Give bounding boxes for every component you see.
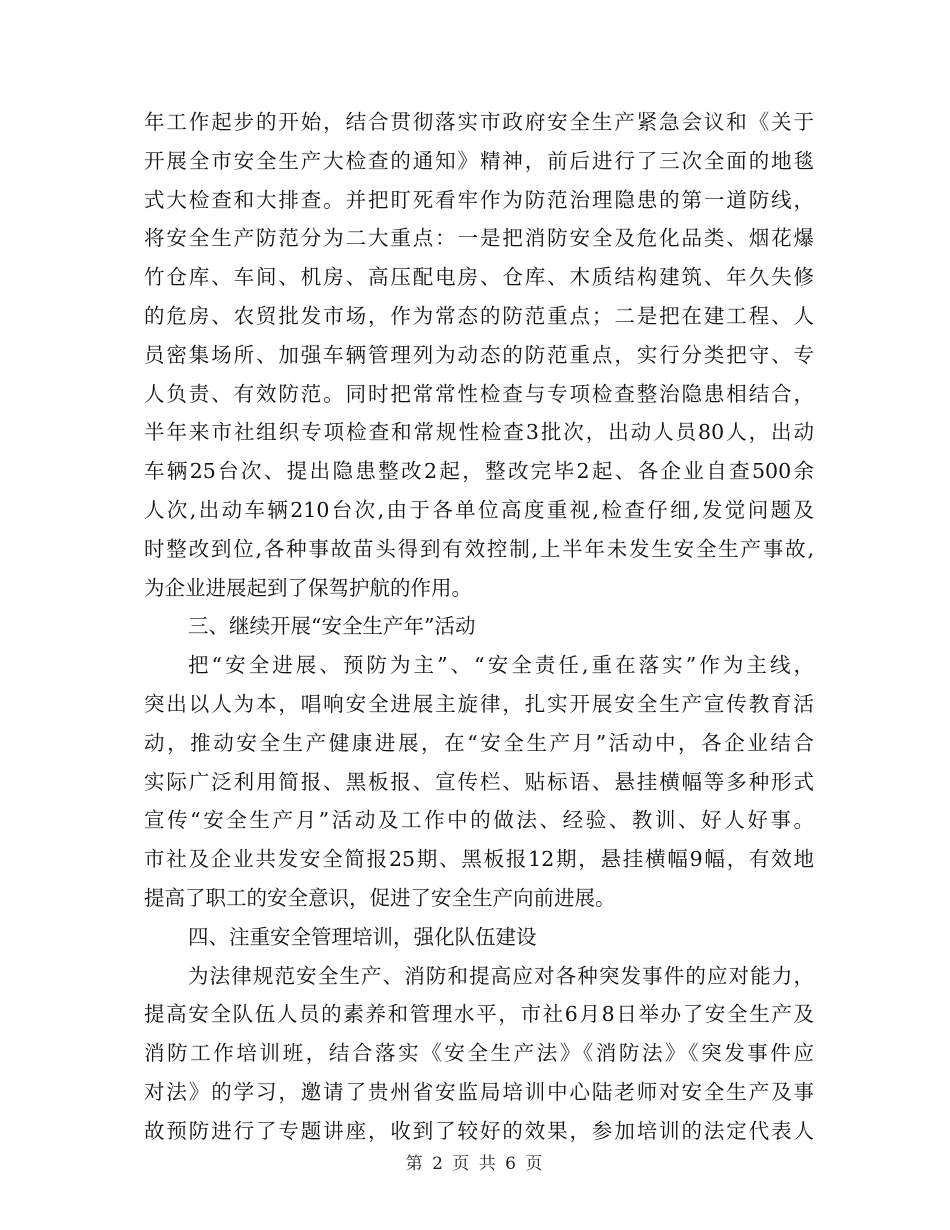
paragraph-line: 竹仓库、车间、机房、高压配电房、仓库、木质结构建筑、年久失修	[144, 265, 814, 290]
paragraph-line: 为法律规范安全生产、消防和提高应对各种突发事件的应对能力，	[188, 963, 814, 988]
paragraph-line: 人次,出动车辆210台次,由于各单位高度重视,检查仔细,发觉问题及	[144, 497, 814, 522]
document-body	[144, 103, 814, 1151]
paragraph-line: 动，推动安全生产健康进展，在“安全生产月”活动中，各企业结合	[144, 730, 814, 755]
paragraph-line: 突出以人为本，唱响安全进展主旋律，扎实开展安全生产宣传教育活	[144, 691, 814, 716]
paragraph-line: 式大检查和大排查。并把盯死看牢作为防范治理隐患的第一道防线，	[144, 187, 814, 212]
paragraph-line: 年工作起步的开始，结合贯彻落实市政府安全生产紧急会议和《关于	[144, 110, 814, 134]
paragraph-line: 人负责、有效防范。同时把常常性检查与专项检查整治隐患相结合，	[144, 381, 814, 406]
paragraph-line: 员密集场所、加强车辆管理列为动态的防范重点，实行分类把守、专	[144, 342, 814, 367]
paragraph-line: 实际广泛利用简报、黑板报、宣传栏、贴标语、悬挂横幅等多种形式	[144, 769, 814, 794]
section-heading: 三、继续开展“安全生产年”活动	[188, 614, 476, 639]
paragraph-line: 的危房、农贸批发市场，作为常态的防范重点；二是把在建工程、人	[144, 303, 814, 328]
paragraph-line: 提高了职工的安全意识，促进了安全生产向前进展。	[144, 885, 616, 910]
paragraph-line: 为企业进展起到了保驾护航的作用。	[144, 575, 472, 600]
section-heading: 四、注重安全管理培训，强化队伍建设	[188, 924, 537, 949]
paragraph-line: 将安全生产防范分为二大重点：一是把消防安全及危化品类、烟花爆	[144, 226, 814, 251]
paragraph-line: 开展全市安全生产大检查的通知》精神，前后进行了三次全面的地毯	[144, 148, 814, 173]
paragraph-line: 提高安全队伍人员的素养和管理水平，市社6月8日举办了安全生产及	[144, 1002, 814, 1027]
paragraph-line: 宣传“安全生产月”活动及工作中的做法、经验、教训、好人好事。	[144, 808, 814, 833]
paragraph-line: 对法》的学习，邀请了贵州省安监局培训中心陆老师对安全生产及事	[144, 1079, 814, 1104]
paragraph-line: 把“安全进展、预防为主”、“安全责任,重在落实”作为主线，	[188, 653, 814, 678]
paragraph-line: 故预防进行了专题讲座，收到了较好的效果，参加培训的法定代表人	[144, 1118, 814, 1143]
paragraph-line: 市社及企业共发安全简报25期、黑板报12期，悬挂横幅9幅，有效地	[144, 847, 814, 872]
page-number-footer: 第 2 页 共 6 页	[405, 1154, 545, 1174]
paragraph-line: 消防工作培训班，结合落实《安全生产法》《消防法》《突发事件应	[144, 1041, 814, 1066]
paragraph-line: 车辆25台次、提出隐患整改2起，整改完毕2起、各企业自查500余	[144, 459, 814, 484]
paragraph-line: 半年来市社组织专项检查和常规性检查3批次，出动人员80人，出动	[144, 420, 814, 445]
paragraph-line: 时整改到位,各种事故苗头得到有效控制,上半年未发生安全生产事故,	[144, 536, 814, 561]
